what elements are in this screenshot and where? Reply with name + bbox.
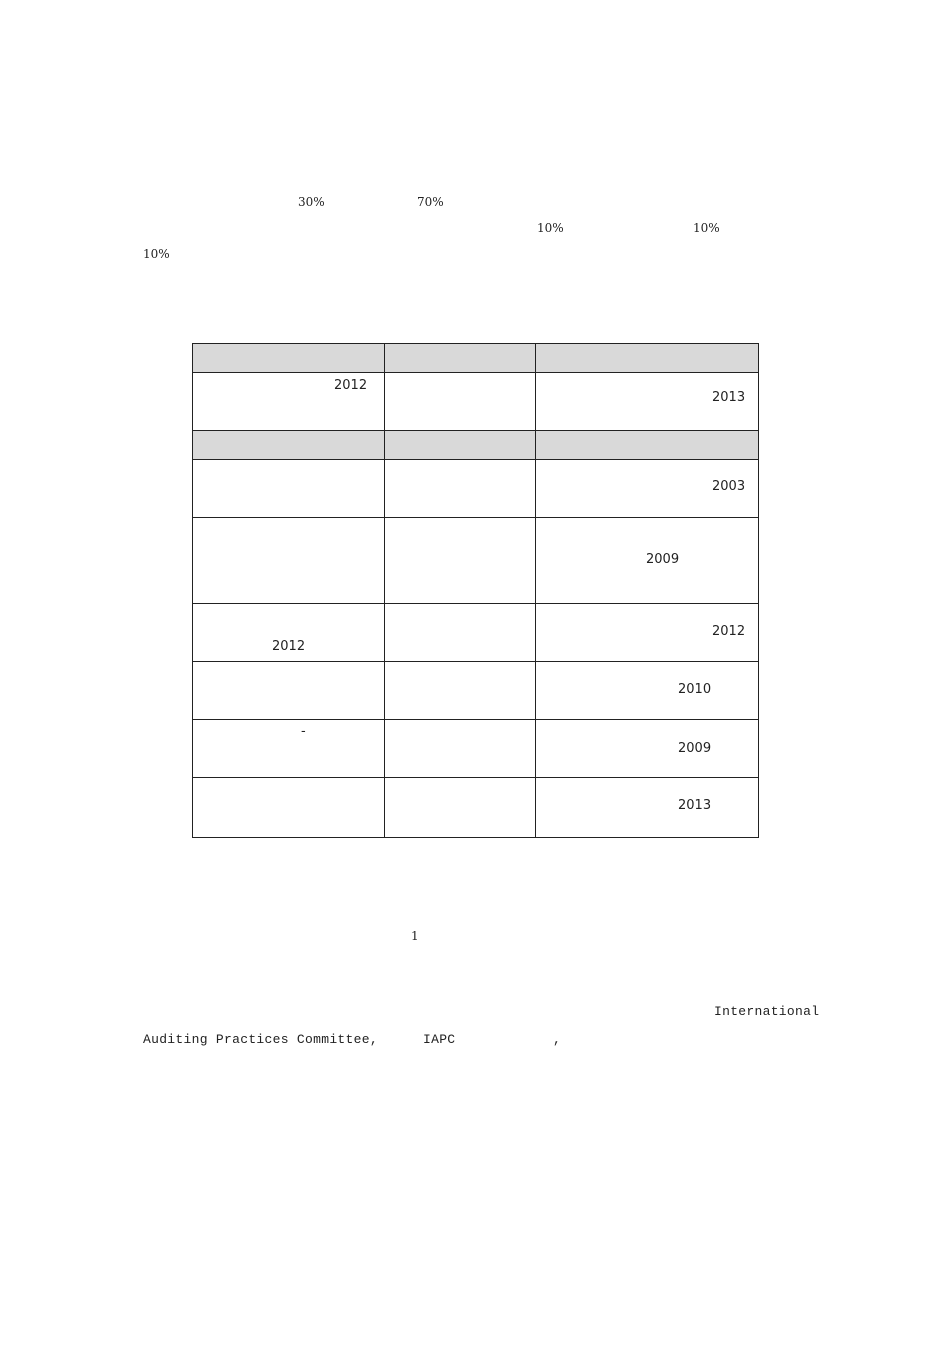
table-cell (385, 778, 536, 837)
percent-10-second: 10% (693, 221, 720, 235)
table-cell (536, 460, 758, 518)
table-cell (536, 518, 758, 604)
header-cell (536, 344, 758, 373)
timeline-table (192, 343, 759, 838)
table-cell (536, 778, 758, 837)
table-cell (193, 460, 385, 518)
table-cell (193, 604, 385, 662)
abbreviation-iapc: IAPC (423, 1032, 456, 1047)
header-cell (385, 344, 536, 373)
table-row (192, 777, 759, 838)
year-text: 2009 (678, 741, 712, 756)
english-term-international: International (714, 1004, 820, 1019)
comma-mark: , (553, 1032, 562, 1047)
year-text: 2012 (334, 378, 368, 393)
year-text: 2012 (272, 639, 306, 654)
table-cell (536, 373, 758, 431)
table-cell (385, 518, 536, 604)
table-cell (536, 604, 758, 662)
table-cell (536, 720, 758, 778)
percent-70: 70% (417, 195, 444, 209)
dash-text: - (301, 724, 306, 739)
header-cell (193, 344, 385, 373)
table-cell (385, 662, 536, 720)
table-cell (193, 720, 385, 778)
percent-10-third: 10% (143, 247, 170, 261)
year-text: 2003 (712, 479, 746, 494)
header-cell (536, 431, 758, 460)
table-cell (193, 518, 385, 604)
english-term-committee: Auditing Practices Committee, (143, 1032, 378, 1047)
percent-30: 30% (298, 195, 325, 209)
table-cell (193, 662, 385, 720)
table-cell (385, 604, 536, 662)
table-cell (385, 373, 536, 431)
table-cell (385, 720, 536, 778)
table-row (192, 459, 759, 518)
table-row (192, 603, 759, 662)
table-cell (385, 460, 536, 518)
year-text: 2009 (646, 552, 680, 567)
header-cell (193, 431, 385, 460)
table-header-row (192, 343, 759, 373)
header-cell (385, 431, 536, 460)
table-cell (536, 662, 758, 720)
footnote-number: 1 (411, 929, 419, 943)
table-cell (193, 373, 385, 431)
table-cell (193, 778, 385, 837)
year-text: 2012 (712, 624, 746, 639)
year-text: 2010 (678, 682, 712, 697)
table-subheader-row (192, 430, 759, 460)
table-row (192, 372, 759, 431)
table-row (192, 661, 759, 720)
percent-10-first: 10% (537, 221, 564, 235)
year-text: 2013 (712, 390, 746, 405)
year-text: 2013 (678, 798, 712, 813)
table-row (192, 719, 759, 778)
table-row (192, 517, 759, 604)
